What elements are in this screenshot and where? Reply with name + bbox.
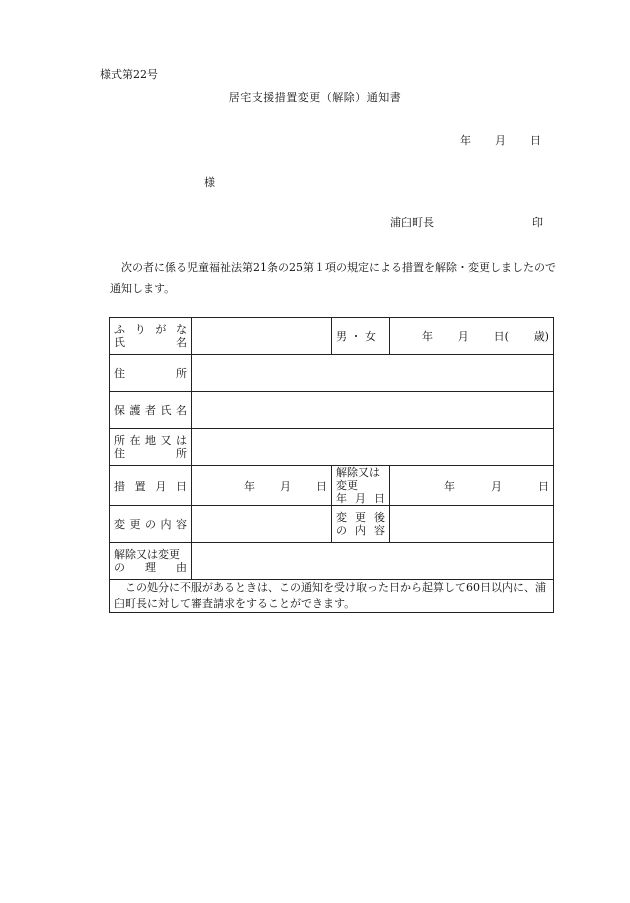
row-name bbox=[110, 318, 554, 355]
change-date-labels: 年 月 日 bbox=[444, 479, 549, 493]
notice-form-table bbox=[109, 317, 554, 613]
address-value-cell[interactable] bbox=[192, 355, 554, 392]
appeal-note: この処分に不服があるときは、この通知を受け取った日から起算して60日以内に、浦臼町長に対して審査請求をすることができます。 bbox=[114, 581, 546, 610]
row-appeal-note bbox=[110, 580, 554, 613]
measure-date-label: 措 置 月 日 bbox=[114, 479, 187, 493]
change-content-label-cell bbox=[110, 506, 192, 543]
change-content-label: 変 更 の 内 容 bbox=[114, 518, 187, 531]
row-guardian bbox=[110, 392, 554, 429]
measure-date-label-cell bbox=[110, 466, 192, 506]
form-number: 様式第22号 bbox=[100, 68, 158, 81]
gender-cell[interactable] bbox=[332, 318, 390, 355]
row-location bbox=[110, 429, 554, 466]
guardian-label: 保 護 者 氏 名 bbox=[114, 404, 187, 417]
change-date-label-cell bbox=[332, 466, 390, 506]
issue-date bbox=[460, 132, 541, 148]
notice-body: 次の者に係る児童福祉法第21条の25第１項の規定による措置を解除・変更しましたので通知します。 bbox=[110, 261, 556, 295]
measure-date-value-cell[interactable] bbox=[192, 466, 332, 506]
birthdate-cell[interactable] bbox=[390, 318, 554, 355]
issuer-name: 浦臼町長 bbox=[390, 216, 434, 229]
change-date-value-cell[interactable] bbox=[390, 466, 554, 506]
change-date-label-line2: 年 月 日 bbox=[336, 492, 385, 505]
month-label: 月 bbox=[495, 134, 506, 147]
guardian-label-cell bbox=[110, 392, 192, 429]
document-title: 居宅支援措置変更（解除）通知書 bbox=[228, 91, 402, 104]
gender-label: 男 ・ 女 bbox=[336, 330, 376, 343]
change-date-label-line1: 解除又は変更 bbox=[336, 466, 380, 492]
after-change-label-line2: の 内 容 bbox=[336, 524, 385, 537]
year-label: 年 bbox=[460, 134, 471, 147]
appeal-note-cell bbox=[110, 580, 554, 613]
day-label: 日 bbox=[530, 134, 541, 147]
guardian-value-cell[interactable] bbox=[192, 392, 554, 429]
location-label-line1: 所 在 地 又 は bbox=[114, 434, 187, 447]
location-label-line2: 住 所 bbox=[114, 447, 187, 460]
birthdate-labels: 年 月 日( 歳) bbox=[422, 330, 549, 343]
row-dates bbox=[110, 466, 554, 506]
name-value-cell[interactable] bbox=[192, 318, 332, 355]
name-label-cell bbox=[110, 318, 192, 355]
address-label-cell bbox=[110, 355, 192, 392]
reason-label-line1: 解除又は変更 bbox=[114, 548, 180, 561]
change-content-value-cell[interactable] bbox=[192, 506, 332, 543]
address-label: 住 所 bbox=[114, 367, 187, 380]
row-reason bbox=[110, 543, 554, 580]
reason-value-cell[interactable] bbox=[192, 543, 554, 580]
reason-label-line2: の 理 由 bbox=[114, 561, 187, 574]
name-label: 氏 名 bbox=[114, 336, 187, 349]
seal-mark: 印 bbox=[532, 216, 543, 229]
row-address bbox=[110, 355, 554, 392]
after-change-label-line1: 変 更 後 bbox=[336, 511, 385, 524]
location-label-cell bbox=[110, 429, 192, 466]
issuer bbox=[390, 214, 543, 230]
reason-label-cell bbox=[110, 543, 192, 580]
location-value-cell[interactable] bbox=[192, 429, 554, 466]
row-change-content bbox=[110, 506, 554, 543]
measure-date-labels: 年 月 日 bbox=[244, 479, 327, 493]
addressee-suffix: 様 bbox=[204, 176, 215, 189]
furigana-label: ふ り が な bbox=[114, 323, 187, 336]
after-change-label-cell bbox=[332, 506, 390, 543]
after-change-value-cell[interactable] bbox=[390, 506, 554, 543]
